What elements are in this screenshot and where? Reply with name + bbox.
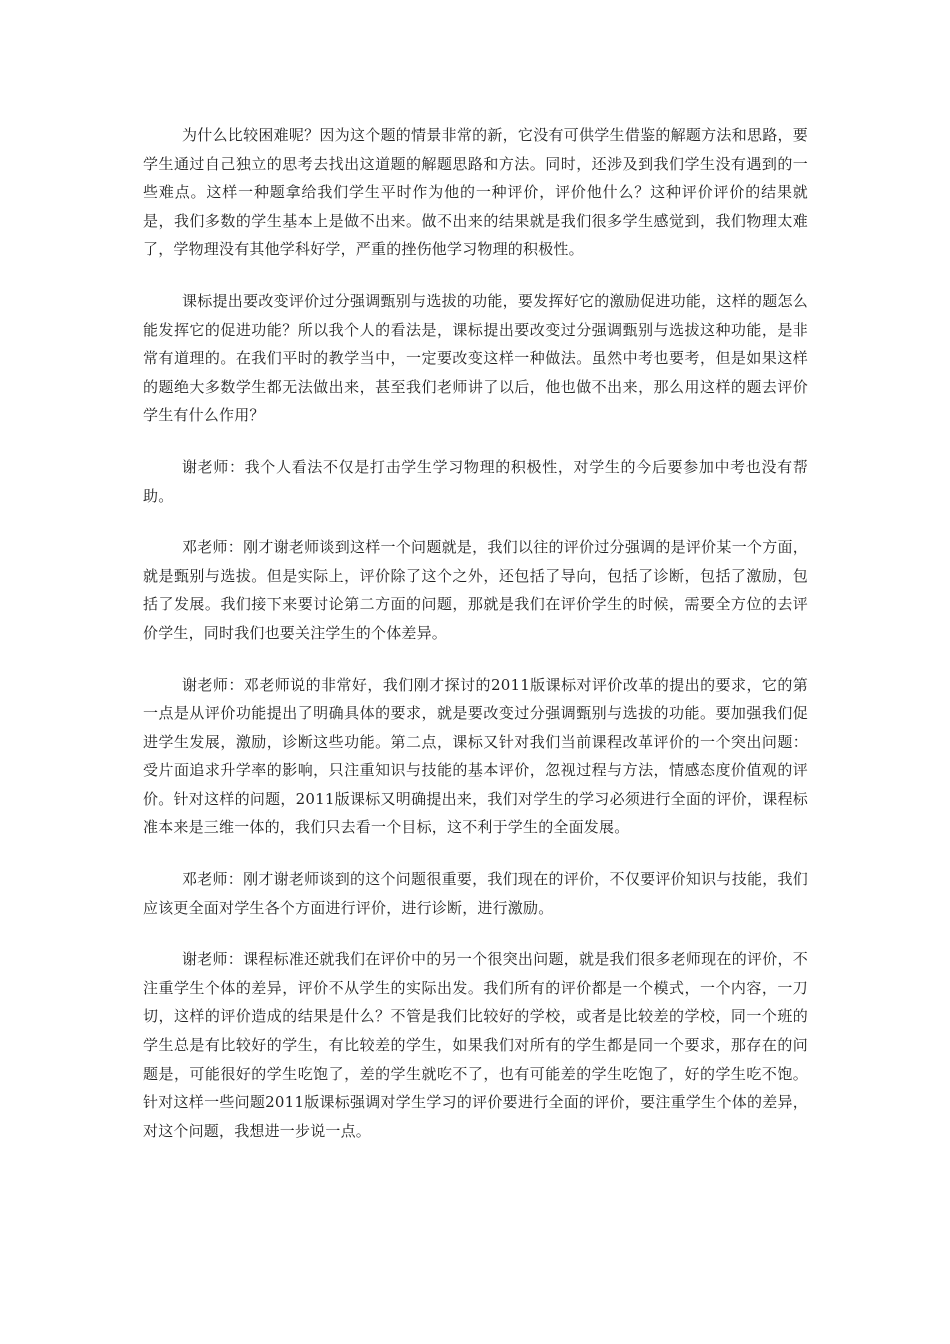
paragraph-2: 课标提出要改变评价过分强调甄别与选拔的功能，要发挥好它的激励促进功能，这样的题怎么能发挥它的促进功能？所以我个人的看法是，课标提出要改变过分强调甄别与选拔这种功能，是非常有道理的。在我们平时的教学当中，一定要改变这样一种做法。虽然中考也要考，但是如果这样的题绝大多数学生都无法做出来，甚至我们老师讲了以后，他也做不出来，那么用这样的题去评价学生有什么作用？ — [143, 291, 808, 425]
paragraph-6: 邓老师：刚才谢老师谈到的这个问题很重要，我们现在的评价，不仅要评价知识与技能，我们应该更全面对学生各个方面进行评价，进行诊断，进行激励。 — [143, 870, 808, 917]
paragraph-3: 谢老师：我个人看法不仅是打击学生学习物理的积极性，对学生的今后要参加中考也没有帮助。 — [143, 457, 808, 505]
paragraph-4: 邓老师：刚才谢老师谈到这样一个问题就是，我们以往的评价过分强调的是评价某一个方面，就是甄别与选拔。但是实际上，评价除了这个之外，还包括了导向，包括了诊断，包括了激励，包括了发展。我们接下来要讨论第二方面的问题，那就是我们在评价学生的时候，需要全方位的去评价学生，同时我们也要关注学生的个体差异。 — [143, 538, 808, 642]
paragraph-5: 谢老师：邓老师说的非常好，我们刚才探讨的2011版课标对评价改革的提出的要求，它的第一点是从评价功能提出了明确具体的要求，就是要改变过分强调甄别与选拔的功能。要加强我们促进学生发展，激励，诊断这些功能。第二点，课标又针对我们当前课程改革评价的一个突出问题：受片面追求升学率的影响，只注重知识与技能的基本评价，忽视过程与方法，情感态度价值观的评价。针对这样的问题，2011版课标又明确提出来，我们对学生的学习必须进行全面的评价，课程标准本来是三维一体的，我们只去看一个目标，这不利于学生的全面发展。 — [143, 675, 808, 837]
paragraph-1: 为什么比较困难呢？因为这个题的情景非常的新，它没有可供学生借鉴的解题方法和思路，要学生通过自己独立的思考去找出这道题的解题思路和方法。同时，还涉及到我们学生没有遇到的一些难点。这样一种题拿给我们学生平时作为他的一种评价，评价他什么？这种评价评价的结果就是，我们多数的学生基本上是做不出来。做不出来的结果就是我们很多学生感觉到，我们物理太难了，学物理没有其他学科好学，严重的挫伤他学习物理的积极性。 — [143, 126, 808, 259]
document-body — [143, 121, 808, 1168]
paragraph-7: 谢老师：课程标准还就我们在评价中的另一个很突出问题，就是我们很多老师现在的评价，不注重学生个体的差异，评价不从学生的实际出发。我们所有的评价都是一个模式，一个内容，一刀切，这样的评价造成的结果是什么？不管是我们比较好的学校，或者是比较差的学校，同一个班的学生总是有比较好的学生，有比较差的学生，如果我们对所有的学生都是同一个要求，那存在的问题是，可能很好的学生吃饱了，差的学生就吃不了，也有可能差的学生吃饱了，好的学生吃不饱。针对这样一些问题2011版课标强调对学生学习的评价要进行全面的评价，要注重学生个体的差异，对这个问题，我想进一步说一点。 — [143, 950, 808, 1140]
